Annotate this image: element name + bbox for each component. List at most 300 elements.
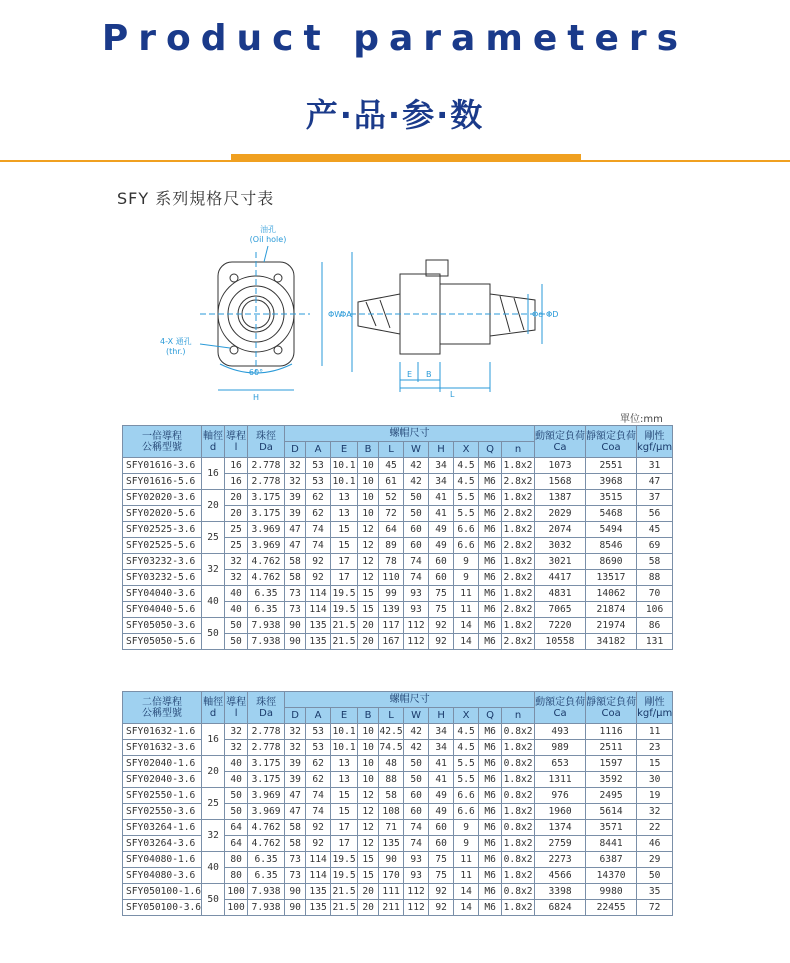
value-cell: 10.1 <box>331 458 358 474</box>
value-cell: 21.5 <box>331 634 358 650</box>
value-cell: 21874 <box>586 602 637 618</box>
value-cell: 64 <box>379 522 404 538</box>
col-nut-h: H <box>429 442 454 458</box>
value-cell: 2.8x2 <box>502 634 535 650</box>
value-cell: 9 <box>454 820 479 836</box>
value-cell: 2759 <box>535 836 586 852</box>
value-cell: 60 <box>404 804 429 820</box>
value-cell: 1.8x2 <box>502 522 535 538</box>
value-cell: 2029 <box>535 506 586 522</box>
value-cell: 3021 <box>535 554 586 570</box>
value-cell: 61 <box>379 474 404 490</box>
value-cell: 99 <box>379 586 404 602</box>
value-cell: 93 <box>404 852 429 868</box>
value-cell: 2.8x2 <box>502 538 535 554</box>
spec-table-double-lead <box>122 691 673 916</box>
value-cell: 6.6 <box>454 538 479 554</box>
value-cell: 40 <box>225 586 248 602</box>
value-cell: 4.762 <box>248 554 285 570</box>
value-cell: 12 <box>358 804 379 820</box>
value-cell: 4.762 <box>248 836 285 852</box>
model-cell: SFY03232-5.6 <box>123 570 202 586</box>
value-cell: 114 <box>306 852 331 868</box>
value-cell: 20 <box>202 756 225 788</box>
value-cell: 11 <box>454 586 479 602</box>
value-cell: 16 <box>225 474 248 490</box>
value-cell: M6 <box>479 490 502 506</box>
value-cell: 135 <box>306 634 331 650</box>
value-cell: 50 <box>404 490 429 506</box>
value-cell: 49 <box>429 788 454 804</box>
col-axis: 軸徑 d <box>202 426 225 458</box>
col-nut-e: E <box>331 442 358 458</box>
col-nut-a: A <box>306 708 331 724</box>
value-cell: 14 <box>454 634 479 650</box>
value-cell: 10 <box>358 772 379 788</box>
value-cell: 25 <box>225 538 248 554</box>
model-cell: SFY02550-1.6 <box>123 788 202 804</box>
value-cell: M6 <box>479 474 502 490</box>
col-rigidity: 剛性 kgf/μm <box>637 426 673 458</box>
value-cell: 0.8x2 <box>502 884 535 900</box>
value-cell: 2074 <box>535 522 586 538</box>
value-cell: 112 <box>404 618 429 634</box>
value-cell: 39 <box>285 772 306 788</box>
value-cell: 3592 <box>586 772 637 788</box>
value-cell: 10 <box>358 756 379 772</box>
value-cell: 3.969 <box>248 804 285 820</box>
value-cell: 20 <box>225 506 248 522</box>
value-cell: 15 <box>358 602 379 618</box>
value-cell: 50 <box>225 788 248 804</box>
value-cell: 58 <box>637 554 673 570</box>
value-cell: 72 <box>637 900 673 916</box>
value-cell: 50 <box>225 618 248 634</box>
col-nut-q: Q <box>479 442 502 458</box>
value-cell: 6.35 <box>248 586 285 602</box>
value-cell: 74 <box>306 538 331 554</box>
angle-label: 60° <box>248 368 264 377</box>
value-cell: 100 <box>225 884 248 900</box>
value-cell: 80 <box>225 852 248 868</box>
value-cell: 10 <box>358 458 379 474</box>
model-cell: SFY02020-3.6 <box>123 490 202 506</box>
value-cell: 1311 <box>535 772 586 788</box>
value-cell: 4417 <box>535 570 586 586</box>
value-cell: 74 <box>404 820 429 836</box>
value-cell: 1568 <box>535 474 586 490</box>
value-cell: 39 <box>285 506 306 522</box>
value-cell: 32 <box>225 554 248 570</box>
value-cell: 14 <box>454 618 479 634</box>
table-row <box>123 554 673 570</box>
value-cell: 15 <box>331 804 358 820</box>
value-cell: 4.5 <box>454 740 479 756</box>
value-cell: 4.762 <box>248 570 285 586</box>
value-cell: 3515 <box>586 490 637 506</box>
value-cell: M6 <box>479 788 502 804</box>
value-cell: 3968 <box>586 474 637 490</box>
table-row <box>123 458 673 474</box>
value-cell: 25 <box>225 522 248 538</box>
value-cell: 6387 <box>586 852 637 868</box>
model-cell: SFY05050-5.6 <box>123 634 202 650</box>
value-cell: 32 <box>202 820 225 852</box>
value-cell: 46 <box>637 836 673 852</box>
col-nut-q: Q <box>479 708 502 724</box>
model-cell: SFY04040-5.6 <box>123 602 202 618</box>
value-cell: M6 <box>479 586 502 602</box>
thru-hole-label-en: (thr.) <box>166 347 186 356</box>
value-cell: 47 <box>285 788 306 804</box>
value-cell: M6 <box>479 868 502 884</box>
value-cell: 5.5 <box>454 756 479 772</box>
value-cell: 86 <box>637 618 673 634</box>
value-cell: 74 <box>404 554 429 570</box>
value-cell: 7.938 <box>248 884 285 900</box>
value-cell: 10 <box>358 474 379 490</box>
value-cell: 92 <box>429 900 454 916</box>
value-cell: 9 <box>454 570 479 586</box>
value-cell: 21974 <box>586 618 637 634</box>
col-nut-b: B <box>358 442 379 458</box>
value-cell: 75 <box>429 852 454 868</box>
value-cell: 2.778 <box>248 740 285 756</box>
value-cell: M6 <box>479 804 502 820</box>
value-cell: 50 <box>225 634 248 650</box>
col-nut-h: H <box>429 708 454 724</box>
value-cell: 92 <box>306 570 331 586</box>
value-cell: 71 <box>379 820 404 836</box>
table-row <box>123 884 673 900</box>
value-cell: 75 <box>429 868 454 884</box>
value-cell: 4566 <box>535 868 586 884</box>
value-cell: 12 <box>358 554 379 570</box>
value-cell: 7.938 <box>248 618 285 634</box>
model-cell: SFY04040-3.6 <box>123 586 202 602</box>
value-cell: 62 <box>306 756 331 772</box>
value-cell: 5468 <box>586 506 637 522</box>
value-cell: 41 <box>429 506 454 522</box>
table-row <box>123 756 673 772</box>
oil-hole-label-en: (Oil hole) <box>249 235 287 244</box>
value-cell: 60 <box>404 538 429 554</box>
value-cell: 93 <box>404 586 429 602</box>
value-cell: 3.969 <box>248 522 285 538</box>
value-cell: 39 <box>285 756 306 772</box>
col-nut-dimensions: 螺帽尺寸 <box>285 692 535 708</box>
value-cell: 19.5 <box>331 852 358 868</box>
page-title-chinese: 产·品·参·数 <box>305 96 485 134</box>
unit-label: 單位:mm <box>620 414 663 425</box>
value-cell: 41 <box>429 756 454 772</box>
value-cell: 3571 <box>586 820 637 836</box>
model-cell: SFY02525-3.6 <box>123 522 202 538</box>
col-nut-w: W <box>404 442 429 458</box>
model-cell: SFY03264-1.6 <box>123 820 202 836</box>
value-cell: 39 <box>285 490 306 506</box>
value-cell: 45 <box>637 522 673 538</box>
value-cell: 53 <box>306 458 331 474</box>
value-cell: 35 <box>637 884 673 900</box>
value-cell: 1374 <box>535 820 586 836</box>
value-cell: 2.778 <box>248 458 285 474</box>
value-cell: 10 <box>358 506 379 522</box>
value-cell: 60 <box>429 554 454 570</box>
value-cell: 32 <box>637 804 673 820</box>
value-cell: 167 <box>379 634 404 650</box>
value-cell: 34 <box>429 474 454 490</box>
value-cell: M6 <box>479 836 502 852</box>
value-cell: 1.8x2 <box>502 490 535 506</box>
col-nut-l: L <box>379 442 404 458</box>
value-cell: 50 <box>404 506 429 522</box>
value-cell: 3.969 <box>248 538 285 554</box>
value-cell: 60 <box>429 820 454 836</box>
value-cell: 117 <box>379 618 404 634</box>
value-cell: 108 <box>379 804 404 820</box>
value-cell: 6.6 <box>454 804 479 820</box>
value-cell: 2.8x2 <box>502 506 535 522</box>
model-cell: SFY01616-3.6 <box>123 458 202 474</box>
value-cell: M6 <box>479 884 502 900</box>
value-cell: 112 <box>404 900 429 916</box>
value-cell: 73 <box>285 586 306 602</box>
value-cell: 64 <box>225 836 248 852</box>
value-cell: 92 <box>429 884 454 900</box>
value-cell: 7.938 <box>248 634 285 650</box>
value-cell: 92 <box>429 634 454 650</box>
value-cell: 42 <box>404 724 429 740</box>
value-cell: 19.5 <box>331 602 358 618</box>
value-cell: 74 <box>404 570 429 586</box>
value-cell: 112 <box>404 884 429 900</box>
value-cell: 34 <box>429 458 454 474</box>
value-cell: 70 <box>637 586 673 602</box>
value-cell: 5494 <box>586 522 637 538</box>
value-cell: 11 <box>637 724 673 740</box>
value-cell: 32 <box>285 724 306 740</box>
value-cell: 19.5 <box>331 586 358 602</box>
model-cell: SFY04080-3.6 <box>123 868 202 884</box>
value-cell: 8546 <box>586 538 637 554</box>
value-cell: 32 <box>285 740 306 756</box>
value-cell: 58 <box>285 554 306 570</box>
value-cell: 12 <box>358 522 379 538</box>
value-cell: 32 <box>225 724 248 740</box>
value-cell: 3.175 <box>248 772 285 788</box>
value-cell: 92 <box>306 836 331 852</box>
value-cell: 92 <box>306 820 331 836</box>
value-cell: 16 <box>202 458 225 490</box>
value-cell: 62 <box>306 506 331 522</box>
value-cell: 48 <box>379 756 404 772</box>
value-cell: 170 <box>379 868 404 884</box>
value-cell: 1.8x2 <box>502 740 535 756</box>
value-cell: M6 <box>479 458 502 474</box>
value-cell: 20 <box>358 884 379 900</box>
value-cell: 1960 <box>535 804 586 820</box>
value-cell: 2511 <box>586 740 637 756</box>
value-cell: 74 <box>306 522 331 538</box>
value-cell: 62 <box>306 772 331 788</box>
value-cell: 75 <box>429 586 454 602</box>
table-row <box>123 788 673 804</box>
value-cell: 20 <box>202 490 225 522</box>
value-cell: 42 <box>404 740 429 756</box>
model-cell: SFY01616-5.6 <box>123 474 202 490</box>
value-cell: 131 <box>637 634 673 650</box>
value-cell: 4.5 <box>454 474 479 490</box>
value-cell: 16 <box>202 724 225 756</box>
value-cell: 15 <box>331 522 358 538</box>
value-cell: 53 <box>306 740 331 756</box>
value-cell: 110 <box>379 570 404 586</box>
value-cell: 80 <box>225 868 248 884</box>
value-cell: 1.8x2 <box>502 586 535 602</box>
value-cell: 32 <box>202 554 225 586</box>
value-cell: 8441 <box>586 836 637 852</box>
value-cell: 10558 <box>535 634 586 650</box>
value-cell: 100 <box>225 900 248 916</box>
value-cell: 1387 <box>535 490 586 506</box>
value-cell: 6.6 <box>454 522 479 538</box>
value-cell: 4.5 <box>454 724 479 740</box>
value-cell: 5.5 <box>454 506 479 522</box>
value-cell: 2.8x2 <box>502 474 535 490</box>
value-cell: 9980 <box>586 884 637 900</box>
value-cell: 10 <box>358 724 379 740</box>
value-cell: 41 <box>429 772 454 788</box>
value-cell: 74 <box>404 836 429 852</box>
col-nut-e: E <box>331 708 358 724</box>
col-nut-w: W <box>404 708 429 724</box>
value-cell: 1073 <box>535 458 586 474</box>
table-row <box>123 852 673 868</box>
value-cell: M6 <box>479 538 502 554</box>
model-cell: SFY02040-1.6 <box>123 756 202 772</box>
value-cell: 10.1 <box>331 474 358 490</box>
value-cell: 74 <box>306 788 331 804</box>
value-cell: 0.8x2 <box>502 788 535 804</box>
col-static-load: 靜額定負荷 Coa <box>586 692 637 724</box>
dim-L-label: L <box>450 390 455 399</box>
value-cell: 32 <box>285 474 306 490</box>
col-nut-l: L <box>379 708 404 724</box>
value-cell: 2.778 <box>248 474 285 490</box>
nut-side-body <box>440 284 490 344</box>
value-cell: 6.35 <box>248 868 285 884</box>
value-cell: 114 <box>306 602 331 618</box>
value-cell: 10 <box>358 740 379 756</box>
value-cell: 75 <box>429 602 454 618</box>
value-cell: 6824 <box>535 900 586 916</box>
col-model: 二倍導程 公稱型號 <box>123 692 202 724</box>
value-cell: M6 <box>479 740 502 756</box>
value-cell: 7220 <box>535 618 586 634</box>
value-cell: 1.8x2 <box>502 554 535 570</box>
value-cell: 49 <box>429 804 454 820</box>
value-cell: 11 <box>454 852 479 868</box>
value-cell: 4.762 <box>248 820 285 836</box>
value-cell: 1.8x2 <box>502 458 535 474</box>
value-cell: M6 <box>479 554 502 570</box>
col-nut-x: X <box>454 708 479 724</box>
value-cell: 15 <box>358 868 379 884</box>
value-cell: 13 <box>331 490 358 506</box>
value-cell: 6.6 <box>454 788 479 804</box>
col-nut-a: A <box>306 442 331 458</box>
page-title-english: Product parameters <box>101 18 689 59</box>
value-cell: 3032 <box>535 538 586 554</box>
value-cell: 50 <box>404 772 429 788</box>
value-cell: M6 <box>479 772 502 788</box>
value-cell: 23 <box>637 740 673 756</box>
value-cell: 40 <box>225 602 248 618</box>
value-cell: 13517 <box>586 570 637 586</box>
value-cell: 90 <box>379 852 404 868</box>
value-cell: 50 <box>404 756 429 772</box>
value-cell: 53 <box>306 724 331 740</box>
value-cell: 3.175 <box>248 506 285 522</box>
value-cell: 19 <box>637 788 673 804</box>
model-cell: SFY03264-3.6 <box>123 836 202 852</box>
model-cell: SFY02525-5.6 <box>123 538 202 554</box>
col-axis: 軸徑 d <box>202 692 225 724</box>
dim-B-label: B <box>426 370 432 379</box>
value-cell: 58 <box>379 788 404 804</box>
col-nut-n: n <box>502 708 535 724</box>
value-cell: 135 <box>306 618 331 634</box>
value-cell: 73 <box>285 602 306 618</box>
value-cell: 21.5 <box>331 618 358 634</box>
value-cell: 2273 <box>535 852 586 868</box>
value-cell: 15 <box>358 852 379 868</box>
value-cell: 20 <box>358 618 379 634</box>
col-lead: 導程 l <box>225 692 248 724</box>
value-cell: 17 <box>331 836 358 852</box>
value-cell: 88 <box>637 570 673 586</box>
table-subtitle: SFY 系列規格尺寸表 <box>117 189 275 208</box>
value-cell: 0.8x2 <box>502 756 535 772</box>
model-cell: SFY02550-3.6 <box>123 804 202 820</box>
value-cell: 12 <box>358 820 379 836</box>
value-cell: 6.35 <box>248 852 285 868</box>
value-cell: 2.8x2 <box>502 570 535 586</box>
value-cell: 50 <box>637 868 673 884</box>
col-nut-d: D <box>285 442 306 458</box>
value-cell: 42 <box>404 458 429 474</box>
value-cell: 4.5 <box>454 458 479 474</box>
value-cell: 41 <box>429 490 454 506</box>
value-cell: 10 <box>358 490 379 506</box>
col-ball: 珠徑 Da <box>248 426 285 458</box>
value-cell: 114 <box>306 586 331 602</box>
value-cell: 12 <box>358 570 379 586</box>
value-cell: 21.5 <box>331 900 358 916</box>
value-cell: 9 <box>454 836 479 852</box>
value-cell: 56 <box>637 506 673 522</box>
value-cell: 90 <box>285 618 306 634</box>
model-cell: SFY05050-3.6 <box>123 618 202 634</box>
value-cell: 135 <box>306 900 331 916</box>
value-cell: 3.175 <box>248 756 285 772</box>
value-cell: 69 <box>637 538 673 554</box>
value-cell: 25 <box>202 788 225 820</box>
value-cell: 40 <box>225 772 248 788</box>
value-cell: 7065 <box>535 602 586 618</box>
table-row <box>123 586 673 602</box>
